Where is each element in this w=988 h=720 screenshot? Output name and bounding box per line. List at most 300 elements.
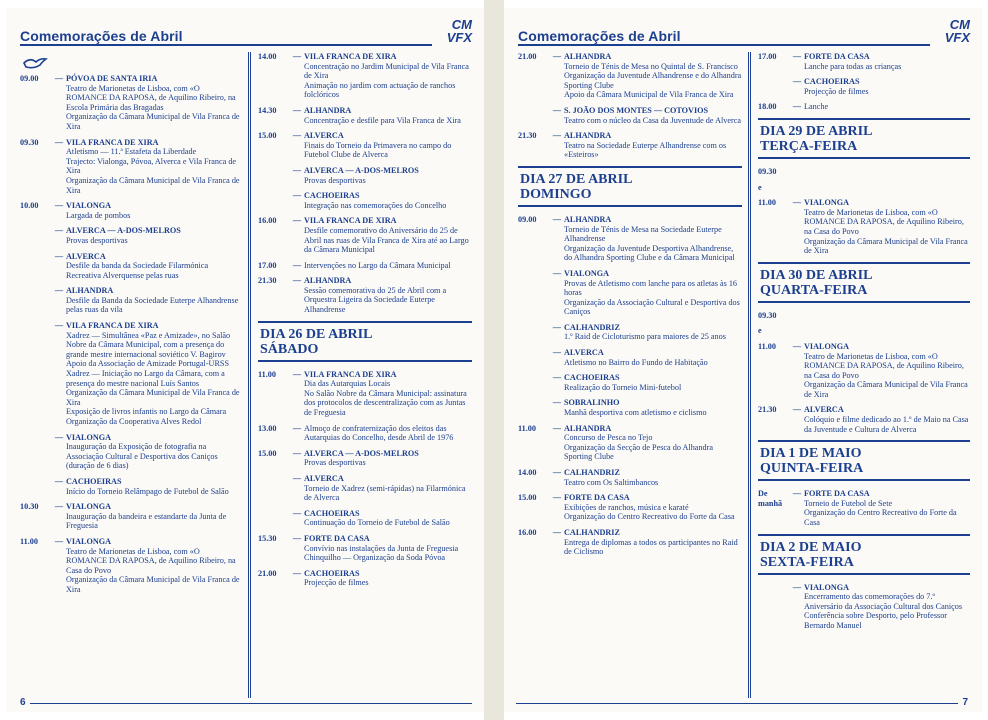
entry-location: CACHOEIRAS	[66, 476, 122, 486]
schedule-entry	[20, 477, 242, 496]
entry-line: Desfile da banda da Sociedade Filarmónica Recreativa Alverquense pelas ruas	[66, 261, 209, 280]
entry-location: S. JOÃO DOS MONTES — COTOVIOS	[564, 105, 709, 115]
entry-location: VILA FRANCA DE XIRA	[304, 52, 397, 61]
schedule-list	[258, 370, 472, 588]
header-rule	[20, 44, 432, 46]
entry-location: VIALONGA	[66, 502, 112, 512]
schedule-entry	[758, 52, 970, 71]
schedule-entry	[20, 502, 242, 531]
entry-body	[304, 424, 472, 443]
entry-dash: —	[54, 321, 64, 331]
entry-body	[564, 468, 742, 487]
entry-line: Provas desportivas	[304, 175, 366, 185]
entry-time	[258, 191, 290, 210]
entry-line: Encerramento das comemorações do 7.º Aniversário da Associação Cultural dos Caniços	[804, 592, 963, 611]
entry-line: Desfile da Banda da Sociedade Euterpe Alhandrense pelas ruas da vila	[66, 295, 239, 315]
entry-location: ALVERCA	[304, 131, 344, 141]
schedule-entry	[258, 261, 472, 271]
entry-line: Teatro com o núcleo da Casa da Juventude de Alverca	[564, 115, 741, 125]
schedule-list	[758, 489, 970, 527]
entry-line: Teatro de Marionetas de Lisboa, com «O ROMANCE DA RAPOSA, de Aquilino Ribeiro, na Casa do Povo	[804, 207, 964, 236]
entry-time: 17.00	[758, 52, 777, 61]
entry-body	[66, 433, 242, 471]
entry-line: Dia das Autarquias Locais	[304, 379, 391, 389]
entry-location: CALHANDRIZ	[564, 527, 620, 537]
entry-line: Exibições de ranchos, música e karaté	[564, 502, 689, 512]
day-weekday: QUINTA-FEIRA	[760, 461, 864, 477]
entry-dash: —	[792, 102, 802, 112]
day-date: DIA 1 DE MAIO	[760, 446, 862, 462]
entry-body	[304, 52, 472, 100]
entry-body	[66, 537, 242, 595]
entry-time: 14.30	[258, 105, 277, 115]
entry-dash: —	[292, 568, 302, 578]
entry-body	[304, 449, 472, 468]
entry-time: 16.00	[258, 216, 277, 226]
entry-location: ALHANDRA	[564, 214, 612, 224]
entry-dash: —	[792, 405, 802, 415]
entry-body	[304, 276, 472, 314]
entry-dash: —	[792, 489, 802, 499]
entry-dash: —	[552, 493, 562, 503]
entry-body	[304, 569, 472, 588]
entry-time: De manhã	[758, 489, 783, 508]
entry-line: Organização da Associação Cultural e Desportiva dos Caniços	[564, 297, 740, 317]
entry-dash: —	[292, 105, 302, 115]
entry-dash: —	[792, 52, 802, 61]
entry-time: 09.30	[758, 166, 777, 176]
entry-body	[66, 226, 242, 245]
entry-line: Apoio da Associação de Amizade Portugal-URSS	[66, 359, 230, 369]
schedule-entry	[518, 398, 742, 417]
entry-location: CACHOEIRAS	[564, 373, 620, 383]
entry-body	[804, 102, 970, 112]
entry-line: Apoio da Câmara Municipal de Vila Franca de Xira	[564, 90, 734, 100]
entry-body	[564, 106, 742, 125]
entry-dash: —	[552, 105, 562, 115]
page-number-right: 7	[962, 697, 968, 708]
entry-body	[304, 106, 472, 125]
entry-line: Organização da Câmara Municipal de Vila Franca de Xira	[66, 112, 240, 131]
entry-line: Organização do Centro Recreativo do Forte da Casa	[804, 508, 957, 528]
schedule-entry	[758, 489, 970, 527]
entry-dash: —	[292, 423, 302, 433]
entry-location: VIALONGA	[564, 268, 610, 278]
entry-body	[304, 131, 472, 160]
schedule-entry	[258, 106, 472, 125]
entry-dash: —	[292, 165, 302, 175]
cmvfx-logo	[932, 18, 970, 48]
schedule-entry	[758, 77, 970, 96]
entry-line: Exposição de livros infantis no Largo da Câmara	[66, 407, 227, 417]
entry-time: 21.00	[258, 568, 277, 578]
entry-dash: —	[552, 52, 562, 61]
schedule-entry	[20, 433, 242, 471]
entry-body	[66, 74, 242, 132]
entry-body	[804, 405, 970, 434]
entry-location: VIALONGA	[66, 432, 112, 442]
entry-location: VIALONGA	[66, 201, 112, 211]
entry-body	[564, 52, 742, 100]
schedule-entry	[518, 493, 742, 522]
schedule-list	[518, 52, 742, 160]
entry-line: Animação no jardim com actuação de ranchos folclóricos	[304, 80, 456, 100]
entry-dash: —	[792, 198, 802, 208]
entry-line: Xadrez — Iniciação no Largo da Câmara, com a presença do mestre nacional Luís Santos	[66, 369, 225, 388]
entry-location: ALHANDRA	[564, 52, 612, 61]
entry-dash: —	[54, 201, 64, 211]
entry-dash: —	[54, 74, 64, 83]
entry-time	[518, 373, 550, 392]
entry-body	[66, 477, 242, 496]
entry-body	[564, 424, 742, 462]
entry-time: 15.30	[258, 533, 277, 543]
entry-dash: —	[54, 251, 64, 261]
entry-time	[20, 226, 52, 245]
logo-bottom: VFX	[944, 30, 970, 45]
schedule-entry	[20, 321, 242, 427]
entry-line: Integração nas comemorações do Concelho	[304, 200, 447, 210]
entry-dash: —	[292, 52, 302, 61]
entry-time: 14.00	[518, 468, 537, 477]
entry-location: ALHANDRA	[564, 131, 612, 141]
entry-time: 15.00	[518, 493, 537, 503]
entry-body	[304, 509, 472, 528]
schedule-entry	[258, 52, 472, 100]
entry-line: Manhã desportiva com atletismo e ciclismo	[564, 408, 707, 418]
day-date: DIA 27 DE ABRIL	[520, 171, 633, 187]
bottom-rule	[516, 703, 958, 704]
schedule-list	[758, 583, 970, 631]
entry-line: Início do Torneio Relâmpago de Futebol de Salão	[66, 486, 229, 496]
entry-line: Torneio de Ténis de Mesa no Quintal de S. Francisco	[564, 61, 738, 71]
logo-top: CM	[949, 17, 970, 32]
entry-time: 10.00	[20, 201, 39, 211]
schedule-list	[758, 311, 970, 435]
entry-time: 21.30	[258, 276, 277, 286]
page-header-right	[518, 18, 970, 48]
day-weekday: SEXTA-FEIRA	[760, 554, 854, 570]
entry-dash: —	[292, 448, 302, 458]
entry-body	[564, 323, 742, 342]
entry-line: Inauguração da Exposição de fotografia na Associação Cultural e Desportiva dos Caniços (duração de 6 dias)	[66, 442, 218, 471]
schedule-entry	[758, 583, 970, 631]
entry-line: Organização da Secção de Pesca do Alhandra Sporting Clube	[564, 442, 713, 462]
schedule-entry	[258, 449, 472, 468]
entry-body	[804, 198, 970, 256]
entry-dash: —	[292, 131, 302, 141]
entry-body	[304, 534, 472, 563]
entry-time: 11.00	[518, 423, 536, 433]
schedule-entry	[20, 201, 242, 220]
entry-time: 09.00	[518, 214, 537, 224]
entry-dash: —	[54, 137, 64, 147]
entry-location: ALHANDRA	[66, 286, 114, 296]
entry-body	[66, 321, 242, 427]
entry-line: Convívio nas instalações da Junta de Freguesia	[304, 543, 459, 553]
entry-line: Provas de Atletismo com lanche para os atletas às 16 horas	[564, 278, 738, 298]
day-date: DIA 26 DE ABRIL	[260, 326, 373, 342]
entry-dash: —	[54, 502, 64, 512]
schedule-entry	[758, 326, 970, 336]
entry-line: Provas desportivas	[66, 235, 128, 245]
entry-location: ALHANDRA	[304, 276, 352, 286]
entry-body	[804, 583, 970, 631]
entry-dash: —	[292, 369, 302, 379]
entry-body	[804, 183, 970, 193]
entry-line: Torneio de Futebol de Sete	[804, 498, 893, 508]
entry-location: FORTE DA CASA	[804, 489, 870, 499]
entry-dash: —	[552, 268, 562, 278]
entry-time: 16.00	[518, 527, 537, 537]
schedule-entry	[20, 537, 242, 595]
schedule-entry	[758, 198, 970, 256]
schedule-list	[258, 52, 472, 315]
entry-time: 15.00	[258, 131, 277, 141]
schedule-entry	[20, 286, 242, 315]
entry-body	[564, 398, 742, 417]
entry-line: Almoço de confraternização dos eleitos das Autarquias do Concelho, desde Abril de 1976	[304, 423, 454, 443]
schedule-list	[518, 215, 742, 557]
entry-location: ALVERCA	[564, 348, 604, 358]
entry-location: CACHOEIRAS	[304, 508, 360, 518]
schedule-entry	[518, 131, 742, 160]
entry-dash: —	[552, 373, 562, 383]
entry-dash: —	[54, 476, 64, 486]
entry-dash: —	[552, 348, 562, 358]
entry-line: Largada de pombos	[66, 210, 131, 220]
schedule-entry	[20, 138, 242, 196]
entry-dash: —	[54, 226, 64, 236]
entry-line: Chinquilho — Organização da Soda Póvoa	[304, 553, 446, 563]
page-header-left	[20, 18, 472, 48]
entry-time	[758, 77, 790, 96]
entry-body	[804, 311, 970, 321]
entry-dash	[790, 183, 804, 193]
entry-time: 09.30	[20, 137, 39, 147]
entry-location: ALHANDRA	[564, 423, 612, 433]
entry-body	[804, 326, 970, 336]
entry-line: Atletismo — 11.ª Estafeta da Liberdade	[66, 147, 197, 157]
schedule-entry	[258, 474, 472, 503]
schedule-entry	[758, 342, 970, 400]
entry-body	[304, 216, 472, 254]
day-heading	[758, 534, 970, 575]
entry-location: FORTE DA CASA	[804, 52, 870, 61]
entry-line: Organização da Juventude Desportiva Alhandrense, do Alhandra Sporting Clube e da Câmara Municipal	[564, 243, 735, 263]
day-weekday: DOMINGO	[520, 186, 592, 202]
entry-dash: —	[552, 214, 562, 224]
entry-time: 14.00	[258, 52, 277, 61]
entry-line: Intervenções no Largo da Câmara Municipal	[304, 260, 451, 270]
entry-time	[20, 252, 52, 281]
entry-dash: —	[54, 432, 64, 442]
day-date: DIA 30 DE ABRIL	[760, 267, 873, 283]
entry-body	[66, 286, 242, 315]
day-heading	[758, 262, 970, 303]
entry-body	[564, 493, 742, 522]
entry-time: 18.00	[758, 102, 777, 112]
entry-time	[518, 348, 550, 367]
entry-time: 21.30	[518, 131, 537, 141]
schedule-entry	[258, 166, 472, 185]
entry-line: Lanche para todas as crianças	[804, 61, 902, 71]
entry-dash: —	[792, 582, 802, 592]
entry-dash: —	[552, 423, 562, 433]
entry-time	[258, 166, 290, 185]
entry-line: Teatro de Marionetas de Lisboa, com «O ROMANCE DA RAPOSA, de Aquilino Ribeiro, na Casa do Povo	[804, 351, 964, 380]
logo-top: CM	[451, 17, 472, 32]
schedule-entry	[518, 323, 742, 342]
right-column-1	[518, 52, 742, 563]
page-number-left: 6	[20, 697, 26, 708]
entry-time	[20, 286, 52, 315]
entry-time	[518, 106, 550, 125]
entry-location: VILA FRANCA DE XIRA	[304, 216, 397, 226]
entry-line: Organização do Centro Recreativo do Forte da Casa	[564, 512, 735, 522]
entry-line: Organização da Câmara Municipal de Vila Franca de Xira	[66, 175, 240, 195]
entry-line: Conferência sobre Desporto, pelo Professor Bernardo Manuel	[804, 611, 948, 630]
entry-time	[20, 321, 52, 427]
entry-body	[564, 131, 742, 160]
entry-body	[66, 138, 242, 196]
entry-time: 11.00	[20, 536, 38, 546]
left-column-2	[258, 52, 472, 594]
left-column-1	[20, 74, 242, 601]
entry-line: Teatro na Sociedade Euterpe Alhandrense com os «Esteiros»	[564, 140, 727, 160]
entry-time: e	[758, 326, 762, 336]
entry-body	[804, 52, 970, 71]
entry-body	[564, 269, 742, 317]
entry-dash: —	[292, 216, 302, 226]
entry-line: Teatro com Os Saltimbancos	[564, 477, 659, 487]
entry-time: 21.00	[518, 52, 537, 61]
entry-time: 17.00	[258, 260, 277, 270]
entry-line: Inauguração da bandeira e estandarte da Junta de Freguesia	[66, 511, 227, 531]
entry-time	[518, 269, 550, 317]
entry-location: VIALONGA	[804, 341, 850, 351]
entry-line: Sessão comemorativa do 25 de Abril com a Orquestra Ligeira da Sociedade Euterpe Alhandrense	[304, 285, 447, 315]
entry-location: CACHOEIRAS	[304, 568, 360, 578]
entry-line: Continuação do Torneio de Futebol de Salão	[304, 518, 450, 528]
entry-time	[20, 433, 52, 471]
schedule-entry	[758, 167, 970, 177]
day-heading	[758, 118, 970, 159]
entry-line: Concentração no Jardim Municipal de Vila Franca de Xira	[304, 61, 469, 81]
schedule-entry	[258, 569, 472, 588]
entry-line: Colóquio e filme dedicado ao 1.º de Maio na Casa da Juventude e Cultura de Alverca	[804, 415, 969, 434]
entry-line: Organização da Cooperativa Alves Redol	[66, 417, 202, 426]
entry-dash: —	[552, 131, 562, 141]
entry-location: ALVERCA	[804, 405, 844, 415]
entry-body	[564, 373, 742, 392]
entry-location: VIALONGA	[804, 198, 850, 208]
entry-location: ALVERCA — A-DOS-MELROS	[66, 226, 181, 236]
entry-line: Concentração e desfile para Vila Franca de Xira	[304, 115, 461, 125]
day-weekday: SÁBADO	[260, 341, 319, 357]
entry-time: 09.30	[758, 310, 777, 320]
entry-location: FORTE DA CASA	[304, 533, 370, 543]
entry-line: Organização da Câmara Municipal de Vila Franca de Xira	[804, 236, 968, 256]
entry-time: 11.00	[758, 198, 776, 208]
left-page	[6, 8, 484, 712]
schedule-entry	[258, 534, 472, 563]
entry-location: VILA FRANCA DE XIRA	[304, 369, 397, 379]
entry-dash: —	[552, 398, 562, 408]
bottom-rule	[30, 703, 472, 704]
schedule-entry	[20, 74, 242, 132]
schedule-entry	[518, 269, 742, 317]
entry-line: No Salão Nobre da Câmara Municipal: assinatura dos protocolos de descentralização com as Juntas de Freguesia	[304, 388, 467, 418]
schedule-entry	[518, 373, 742, 392]
entry-line: Xadrez — Simultânea «Paz e Amizade», no Salão Nobre da Câmara Municipal, com a presença do grande mestre internacional soviético V. Bagirov	[66, 330, 231, 359]
entry-line: Projecção de filmes	[804, 86, 869, 96]
entry-time	[20, 477, 52, 496]
entry-location: VILA FRANCA DE XIRA	[66, 137, 159, 147]
schedule-list	[758, 167, 970, 256]
entry-location: ALVERCA — A-DOS-MELROS	[304, 448, 419, 458]
entry-dash: —	[292, 533, 302, 543]
schedule-entry	[518, 528, 742, 557]
entry-line: Finais do Torneio da Primavera no campo do Futebol Clube de Alverca	[304, 140, 452, 160]
logo-bottom: VFX	[446, 30, 472, 45]
header-title: Comemorações de Abril	[20, 28, 183, 44]
entry-dash: —	[54, 286, 64, 296]
entry-line: Torneio de Xadrez (semi-rápidas) na Filarmónica de Alverca	[304, 483, 466, 503]
entry-time: 10.30	[20, 502, 39, 512]
entry-body	[804, 342, 970, 400]
entry-location: VIALONGA	[804, 582, 850, 592]
schedule-entry	[258, 509, 472, 528]
entry-body	[66, 502, 242, 531]
schedule-entry	[20, 226, 242, 245]
entry-body	[304, 191, 472, 210]
day-date: DIA 2 DE MAIO	[760, 539, 862, 555]
entry-location: CACHOEIRAS	[804, 77, 860, 87]
entry-line: Organização da Câmara Municipal de Vila Franca de Xira	[804, 380, 968, 399]
schedule-entry	[518, 468, 742, 487]
entry-location: ALHANDRA	[304, 105, 352, 115]
entry-location: ALVERCA — A-DOS-MELROS	[304, 165, 419, 175]
day-weekday: QUARTA-FEIRA	[760, 282, 868, 298]
entry-dash	[790, 311, 804, 321]
entry-line: Lanche	[804, 102, 829, 112]
entry-time: e	[758, 182, 762, 192]
schedule-list	[20, 74, 242, 595]
entry-dash: —	[552, 468, 562, 477]
dove-icon	[22, 56, 48, 70]
entry-location: ALVERCA	[66, 251, 106, 261]
schedule-entry	[518, 424, 742, 462]
day-date: DIA 29 DE ABRIL	[760, 123, 873, 139]
entry-line: Organização da Câmara Municipal de Vila Franca de Xira	[66, 388, 240, 407]
entry-line: Organização da Juventude Alhandrense e do Alhandra Sporting Clube	[564, 71, 742, 90]
entry-time: 15.00	[258, 448, 277, 458]
schedule-entry	[20, 252, 242, 281]
entry-location: SOBRALINHO	[564, 398, 620, 408]
schedule-entry	[258, 424, 472, 443]
entry-line: Atletismo no Bairro do Fundo de Habitação	[564, 357, 708, 367]
entry-body	[304, 474, 472, 503]
cmvfx-logo	[434, 18, 472, 48]
schedule-list	[758, 52, 970, 112]
entry-dash: —	[54, 536, 64, 546]
entry-location: FORTE DA CASA	[564, 493, 630, 503]
entry-body	[564, 215, 742, 263]
entry-line: Teatro de Marionetas de Lisboa, com «O ROMANCE DA RAPOSA, de Aquilino Ribeiro, na Casa do Povo	[66, 546, 236, 575]
schedule-entry	[758, 183, 970, 193]
day-heading	[258, 321, 472, 362]
